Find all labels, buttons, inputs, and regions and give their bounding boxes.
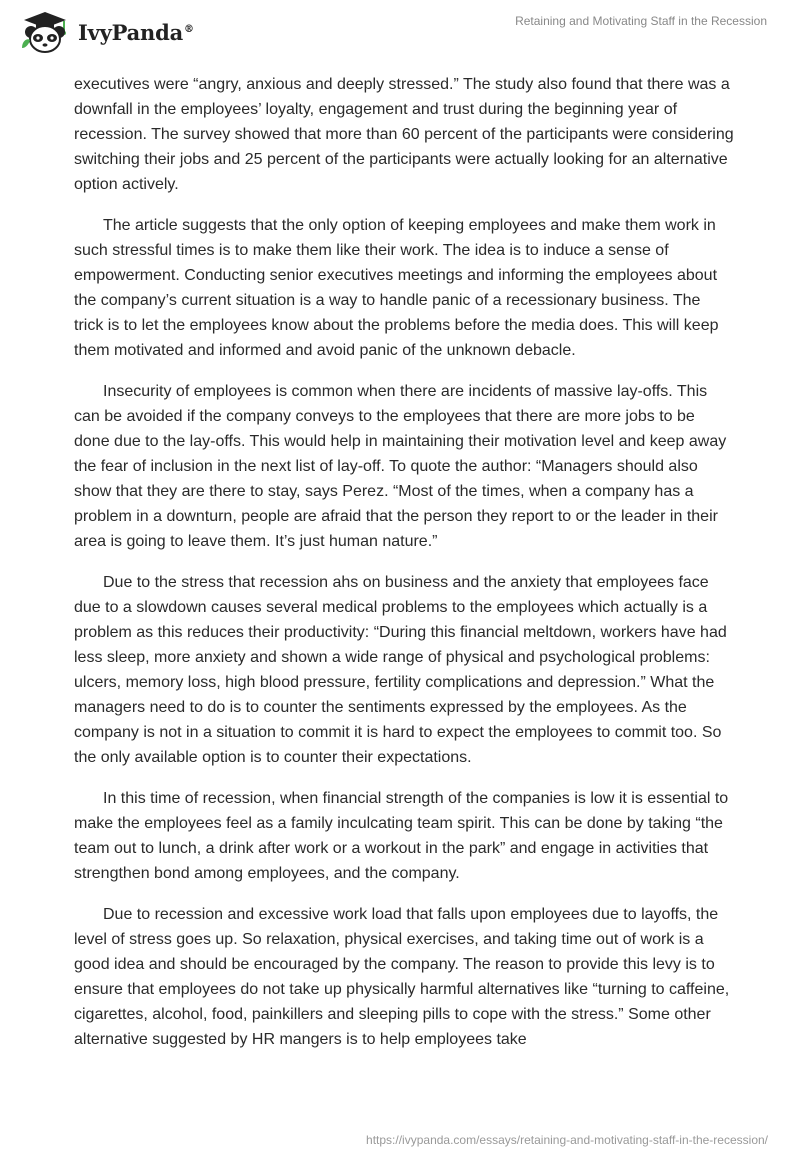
paragraph: Due to recession and excessive work load that falls upon employees due to layoffs, the level of stress goes up. So relaxation, physical exercises, and taking time out of work is a good idea and should be encouraged by the company. The reason to provide this levy is to ensure that employees do not take up physically harmful alternatives like “turning to caffeine, cigarettes, alcohol, food, painkillers and sleeping pills to cope with the stress.” Some other alternative suggested by HR mangers is to help employees take [74, 906, 730, 1048]
essay-body [74, 72, 734, 1068]
paragraph: Insecurity of employees is common when there are incidents of massive lay-offs. This can be avoided if the company conveys to the employees that there are more jobs to be done due to the lay-offs. This would help in maintaining their motivation level and keep away the fear of inclusion in the next list of lay-off. To quote the author: “Managers should also show that they are there to stay, says Perez. “Most of the times, when a company has a problem in a downturn, people are afraid that the person they report to or the leader in their area is going to leave them. It’s just human nature.” [74, 383, 727, 550]
panda-graduate-icon [16, 10, 74, 54]
ivypanda-logo[interactable] [16, 10, 194, 54]
document-title: Retaining and Motivating Staff in the Recession [515, 14, 767, 28]
paragraph: The article suggests that the only option of keeping employees and make them work in such stressful times is to make them like their work. The idea is to induce a sense of empowerment. Conducting senior executives meetings and informing the employees about the company’s current situation is a way to handle panic of a recessionary business. The trick is to let the employees know about the problems before the media does. This will keep them motivated and informed and avoid panic of the unknown debacle. [74, 217, 719, 359]
paragraph: In this time of recession, when financial strength of the companies is low it is essential to make the employees feel as a family inculcating team spirit. This can be done by taking “the team out to lunch, a drink after work or a workout in the park” and engage in activities that strengthen bond among employees, and the company. [74, 790, 729, 882]
brand-name: IvyPanda® [78, 19, 194, 45]
paragraph: Due to the stress that recession ahs on business and the anxiety that employees face due to a slowdown causes several medical problems to the employees which actually is a problem as this reduces their productivity: “During this financial meltdown, workers have had less sleep, more anxiety and shown a wide range of physical and psychological problems: ulcers, memory loss, high blood pressure, fertility complications and depression.” What the managers need to do is to counter the sentiments expressed by the employees. As the company is not in a situation to commit it is hard to expect the employees to commit too. So the only available option is to counter their expectations. [74, 574, 727, 766]
page-header [0, 0, 800, 72]
source-url[interactable]: https://ivypanda.com/essays/retaining-and-motivating-staff-in-the-recession/ [366, 1133, 768, 1147]
paragraph: executives were “angry, anxious and deeply stressed.” The study also found that there was a downfall in the employees’ loyalty, engagement and trust during the beginning year of recession. The survey showed that more than 60 percent of the participants were considering switching their jobs and 25 percent of the participants were actually looking for an alternative option actively. [74, 76, 734, 193]
